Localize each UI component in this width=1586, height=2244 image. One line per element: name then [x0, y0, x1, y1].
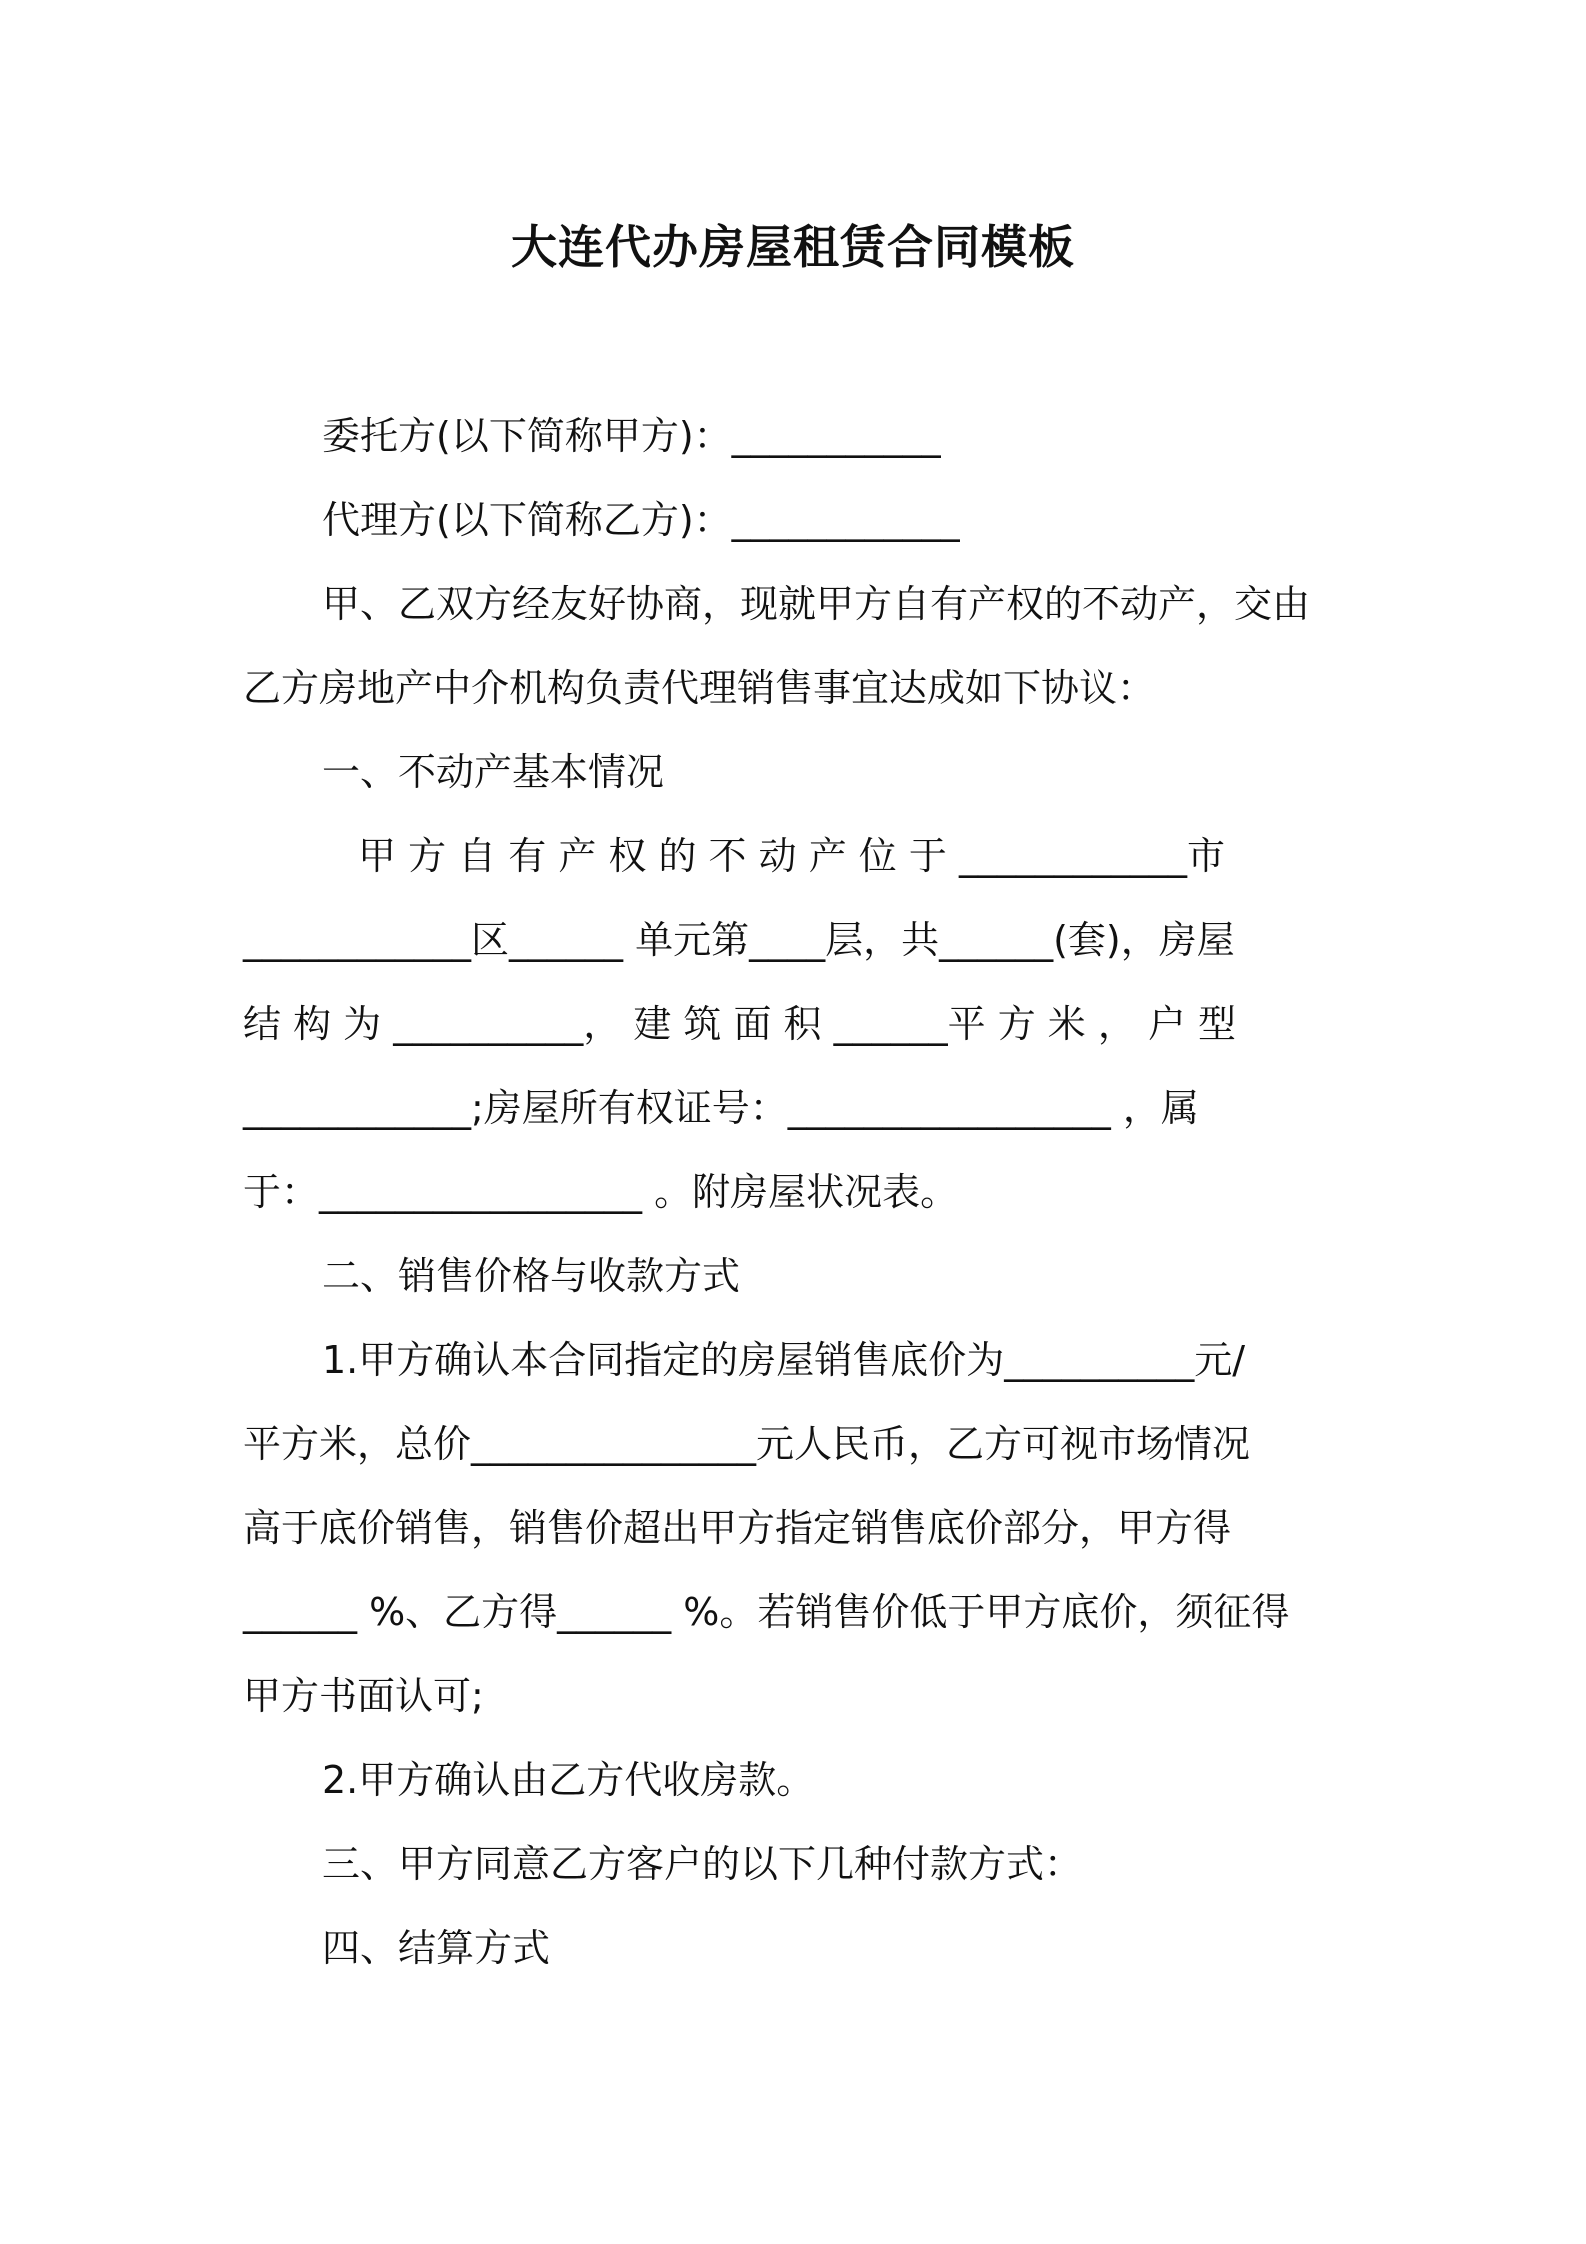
- property-location-line-2: ____________区______ 单元第____层，共______(套)，房屋: [243, 918, 1235, 962]
- price-clause-line-3: 高于底价销售，销售价超出甲方指定销售底价部分，甲方得: [243, 1506, 1232, 1550]
- property-location-line-1: 甲 方 自 有 产 权 的 不 动 产 位 于 ____________市: [358, 834, 1225, 878]
- paragraph-intro-line-2: 乙方房地产中介机构负责代理销售事宜达成如下协议：: [243, 666, 1156, 710]
- property-owner-line: 于：_________________ 。附房屋状况表。: [243, 1170, 959, 1214]
- property-structure-line: 结 构 为 __________， 建 筑 面 积 ______平 方 米 ， 户 型: [243, 1002, 1237, 1046]
- section-heading-1: 一、不动产基本情况: [322, 750, 665, 794]
- section-heading-2: 二、销售价格与收款方式: [322, 1254, 741, 1298]
- price-clause-line-5: 甲方书面认可;: [243, 1674, 484, 1718]
- paragraph-intro-line-1: 甲、乙双方经友好协商，现就甲方自有产权的不动产，交由: [322, 582, 1311, 626]
- property-certificate-line: ____________;房屋所有权证号：_________________ ，属: [243, 1086, 1199, 1130]
- section-heading-4: 四、结算方式: [322, 1926, 551, 1970]
- price-clause-line-1: 1.甲方确认本合同指定的房屋销售底价为__________元/: [322, 1338, 1246, 1382]
- price-clause-line-4: ______ %、乙方得______ %。若销售价低于甲方底价，须征得: [243, 1590, 1290, 1634]
- client-party-line: 委托方(以下简称甲方)：___________: [322, 414, 941, 458]
- document-title: 大连代办房屋租赁合同模板: [511, 220, 1075, 274]
- agent-party-line: 代理方(以下简称乙方)：____________: [322, 498, 960, 542]
- price-clause-line-2: 平方米，总价_______________元人民币，乙方可视市场情况: [243, 1422, 1251, 1466]
- collection-clause-line: 2.甲方确认由乙方代收房款。: [322, 1758, 815, 1802]
- section-heading-3: 三、甲方同意乙方客户的以下几种付款方式：: [322, 1842, 1083, 1886]
